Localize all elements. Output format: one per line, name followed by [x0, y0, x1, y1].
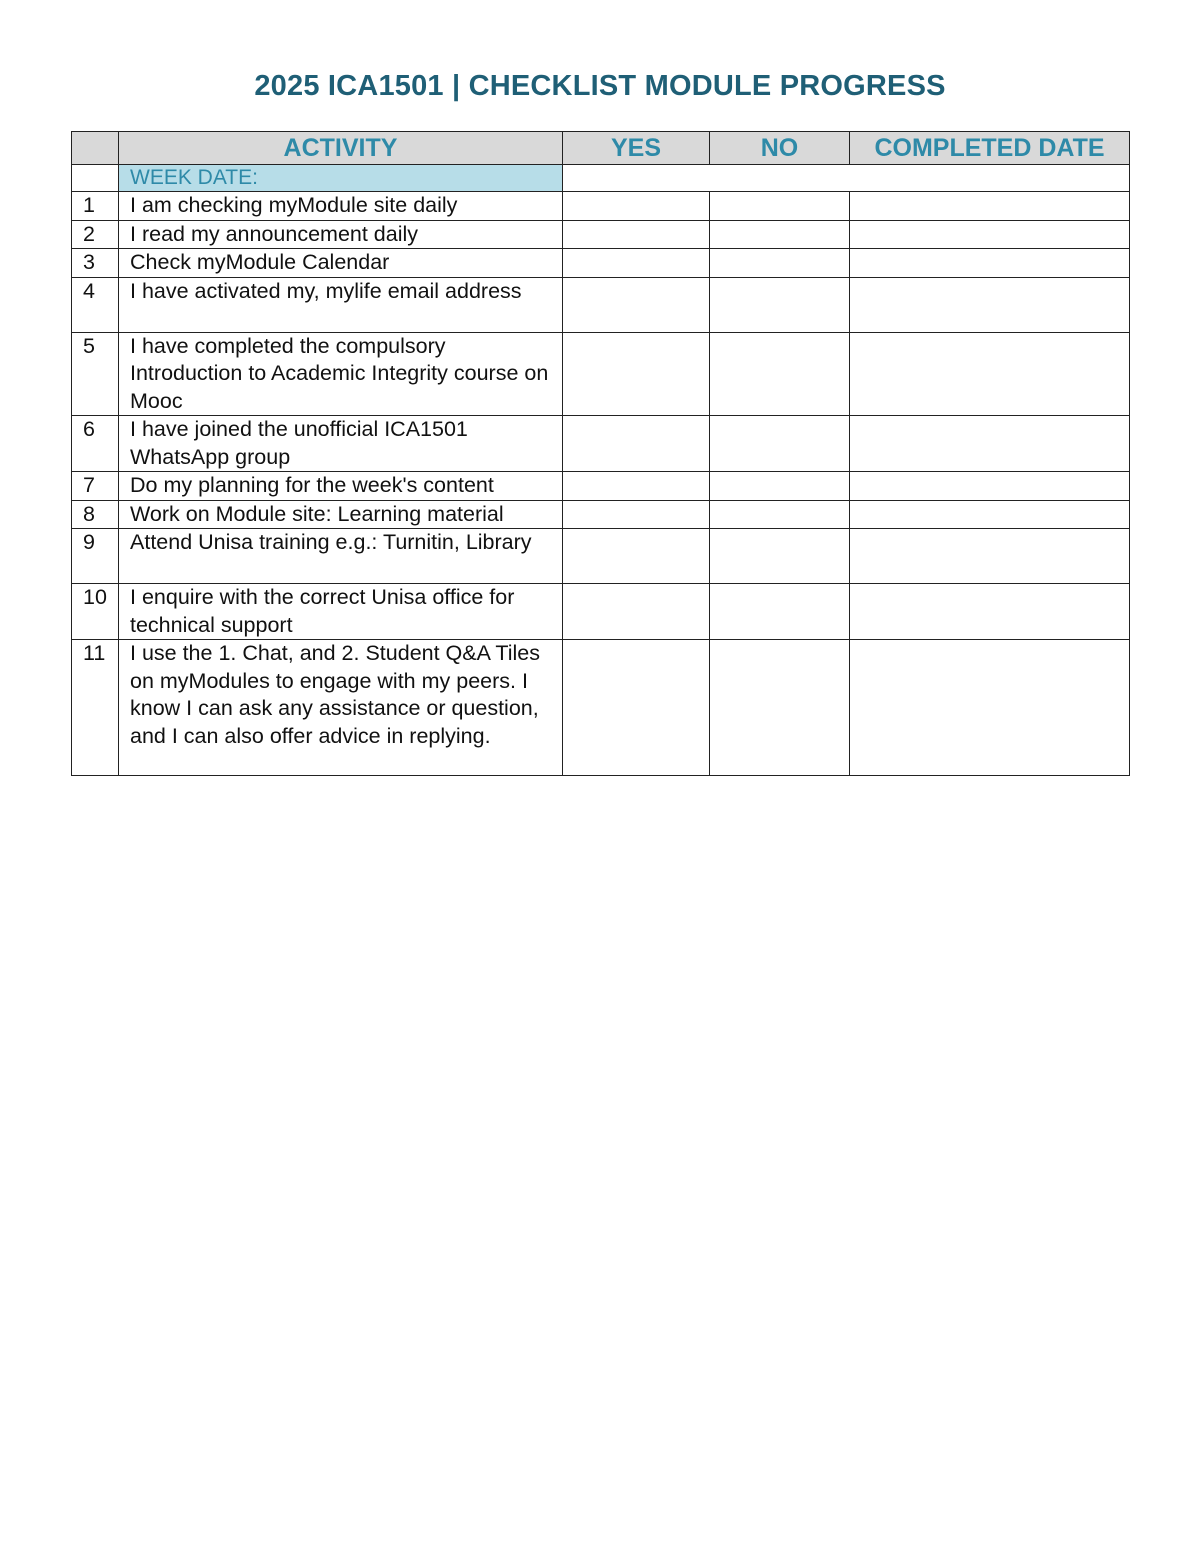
week-date-label: WEEK DATE: — [119, 165, 563, 192]
row-completed-date-cell[interactable] — [850, 529, 1130, 584]
table-row — [72, 277, 1130, 332]
row-no-cell[interactable] — [710, 529, 850, 584]
row-completed-date-cell[interactable] — [850, 584, 1130, 640]
row-activity: I have completed the compulsory Introduction to Academic Integrity course on Mooc — [119, 332, 563, 416]
row-number: 7 — [72, 472, 119, 501]
row-yes-cell[interactable] — [563, 332, 710, 416]
table-row — [72, 500, 1130, 529]
row-number: 3 — [72, 249, 119, 278]
row-yes-cell[interactable] — [563, 584, 710, 640]
checklist-table — [71, 131, 1130, 776]
row-no-cell[interactable] — [710, 584, 850, 640]
header-number — [72, 132, 119, 165]
row-no-cell[interactable] — [710, 332, 850, 416]
table-row — [72, 249, 1130, 278]
table-row — [72, 220, 1130, 249]
row-activity: I use the 1. Chat, and 2. Student Q&A Tiles on myModules to engage with my peers. I know I can ask any assistance or question, and I can also offer advice in replying. — [119, 640, 563, 776]
row-activity: I have activated my, mylife email address — [119, 277, 563, 332]
row-number: 6 — [72, 416, 119, 472]
week-date-field[interactable] — [563, 165, 1130, 192]
row-activity: I am checking myModule site daily — [119, 192, 563, 221]
row-number: 9 — [72, 529, 119, 584]
row-no-cell[interactable] — [710, 220, 850, 249]
row-completed-date-cell[interactable] — [850, 192, 1130, 221]
row-number: 8 — [72, 500, 119, 529]
row-completed-date-cell[interactable] — [850, 640, 1130, 776]
row-yes-cell[interactable] — [563, 529, 710, 584]
row-yes-cell[interactable] — [563, 500, 710, 529]
row-activity: Attend Unisa training e.g.: Turnitin, Library — [119, 529, 563, 584]
row-completed-date-cell[interactable] — [850, 500, 1130, 529]
row-yes-cell[interactable] — [563, 277, 710, 332]
row-completed-date-cell[interactable] — [850, 220, 1130, 249]
header-completed-date: COMPLETED DATE — [850, 132, 1130, 165]
table-row — [72, 332, 1130, 416]
week-date-row — [72, 165, 1130, 192]
row-number: 4 — [72, 277, 119, 332]
row-number: 11 — [72, 640, 119, 776]
row-yes-cell[interactable] — [563, 249, 710, 278]
row-number: 1 — [72, 192, 119, 221]
row-activity: Work on Module site: Learning material — [119, 500, 563, 529]
row-completed-date-cell[interactable] — [850, 416, 1130, 472]
table-row — [72, 416, 1130, 472]
row-activity: I enquire with the correct Unisa office for technical support — [119, 584, 563, 640]
table-header-row — [72, 132, 1130, 165]
row-completed-date-cell[interactable] — [850, 332, 1130, 416]
row-no-cell[interactable] — [710, 640, 850, 776]
row-no-cell[interactable] — [710, 192, 850, 221]
row-yes-cell[interactable] — [563, 220, 710, 249]
table-row — [72, 584, 1130, 640]
row-completed-date-cell[interactable] — [850, 472, 1130, 501]
row-yes-cell[interactable] — [563, 416, 710, 472]
row-no-cell[interactable] — [710, 416, 850, 472]
header-activity: ACTIVITY — [119, 132, 563, 165]
row-activity: Do my planning for the week's content — [119, 472, 563, 501]
row-activity: Check myModule Calendar — [119, 249, 563, 278]
row-no-cell[interactable] — [710, 472, 850, 501]
table-row — [72, 192, 1130, 221]
header-no: NO — [710, 132, 850, 165]
page-title: 2025 ICA1501 | CHECKLIST MODULE PROGRESS — [254, 70, 946, 102]
row-number: 5 — [72, 332, 119, 416]
row-activity: I have joined the unofficial ICA1501 WhatsApp group — [119, 416, 563, 472]
row-completed-date-cell[interactable] — [850, 277, 1130, 332]
row-number: 2 — [72, 220, 119, 249]
row-yes-cell[interactable] — [563, 640, 710, 776]
row-yes-cell[interactable] — [563, 192, 710, 221]
row-yes-cell[interactable] — [563, 472, 710, 501]
row-no-cell[interactable] — [710, 249, 850, 278]
row-activity: I read my announcement daily — [119, 220, 563, 249]
header-yes: YES — [563, 132, 710, 165]
week-number-cell — [72, 165, 119, 192]
table-row — [72, 472, 1130, 501]
row-no-cell[interactable] — [710, 277, 850, 332]
row-number: 10 — [72, 584, 119, 640]
table-row — [72, 640, 1130, 776]
row-no-cell[interactable] — [710, 500, 850, 529]
table-row — [72, 529, 1130, 584]
row-completed-date-cell[interactable] — [850, 249, 1130, 278]
